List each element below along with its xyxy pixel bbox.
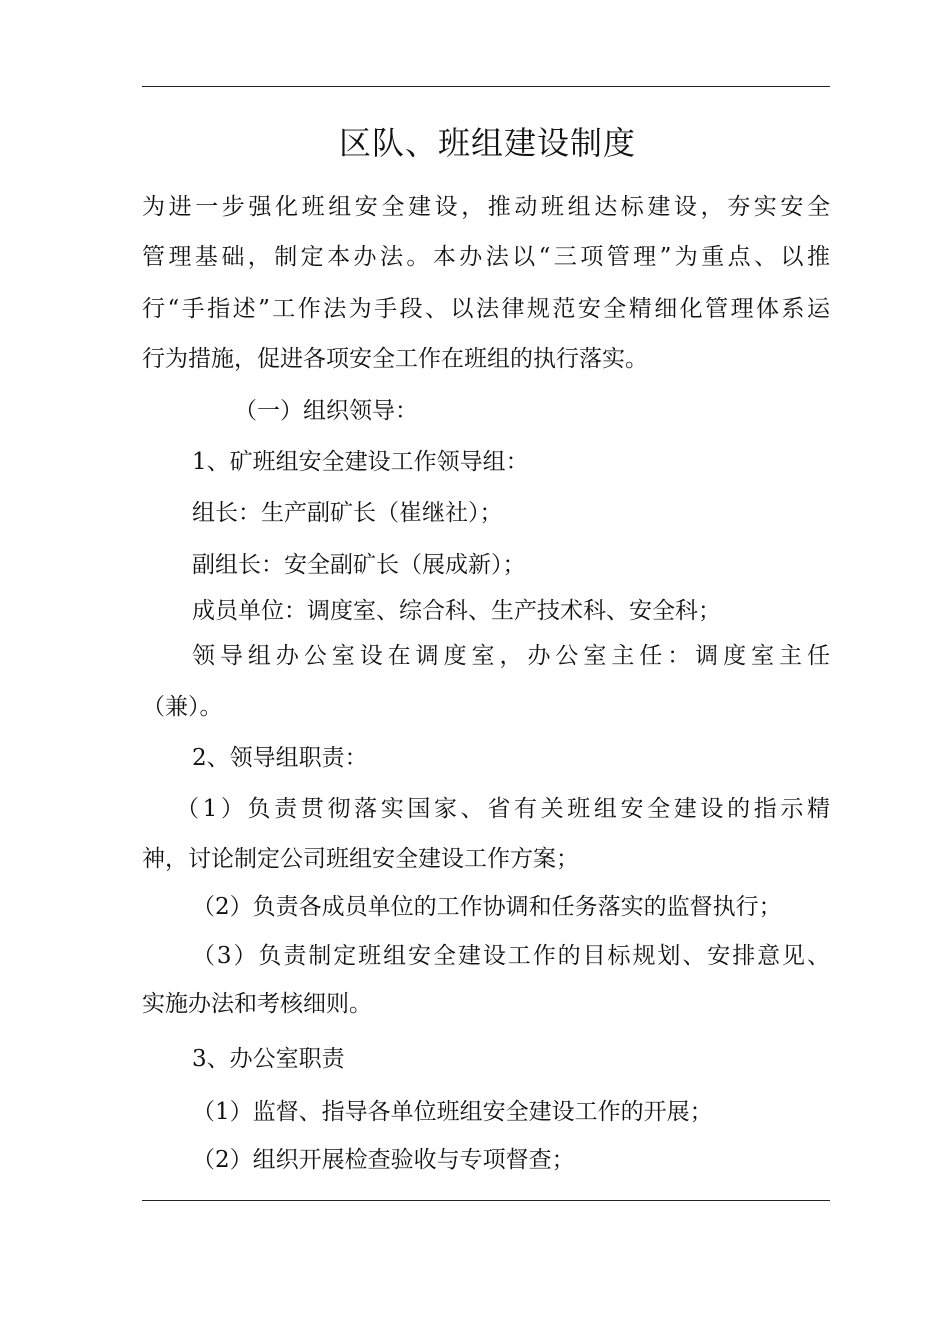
office-line-1: 领导组办公室设在调度室，办公室主任：调度室主任 (192, 643, 830, 669)
item-2-heading: 2、领导组职责： (192, 745, 368, 771)
duty-1-line-1: （1）负责贯彻落实国家、省有关班组安全建设的指示精 (176, 796, 830, 822)
office-line-2: （兼）。 (142, 694, 223, 720)
members-line: 成员单位：调度室、综合科、生产技术科、安全科； (192, 598, 721, 624)
duty-3-line-1: （3）负责制定班组安全建设工作的目标规划、安排意见、 (192, 943, 830, 969)
item-1-heading: 1、矿班组安全建设工作领导组： (192, 449, 529, 475)
office-duty-2: （2）组织开展检查验收与专项督查； (192, 1147, 575, 1173)
office-duty-1: （1）监督、指导各单位班组安全建设工作的开展； (192, 1099, 713, 1125)
section-heading: （一）组织领导： (234, 398, 418, 424)
duty-3-line-2: 实施办法和考核细则。 (142, 991, 372, 1017)
leader-line: 组长：生产副矿长（崔继社）； (192, 500, 503, 526)
intro-line-1: 为进一步强化班组安全建设，推动班组达标建设，夯实安全 (142, 194, 830, 220)
deputy-leader-line: 副组长：安全副矿长（展成新）； (192, 552, 526, 578)
intro-line-3: 行“手指述”工作法为手段、以法律规范安全精细化管理体系运 (142, 296, 830, 322)
intro-line-4: 行为措施，促进各项安全工作在班组的执行落实。 (142, 346, 648, 372)
duty-2-line: （2）负责各成员单位的工作协调和任务落实的监督执行； (192, 894, 782, 920)
document-title: 区队、班组建设制度 (338, 124, 636, 162)
item-3-heading: 3、办公室职责 (192, 1046, 345, 1072)
footer-rule (142, 1200, 830, 1201)
intro-line-2: 管理基础，制定本办法。本办法以“三项管理”为重点、以推 (142, 244, 830, 270)
header-rule (142, 86, 830, 87)
duty-1-line-2: 神，讨论制定公司班组安全建设工作方案； (142, 846, 579, 872)
